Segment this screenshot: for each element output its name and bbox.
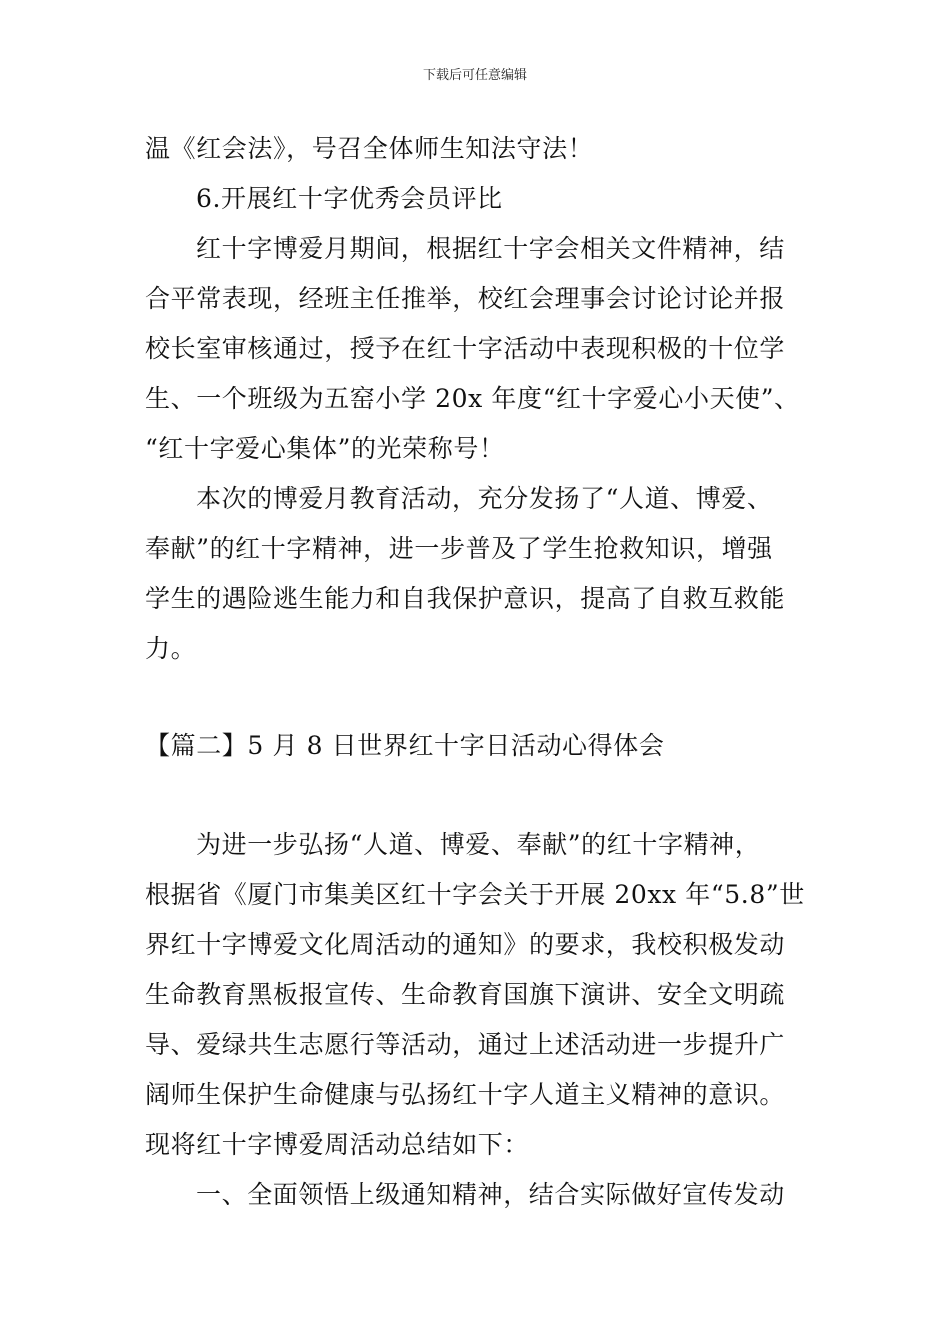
- body-line: 温《红会法》，号召全体师生知法守法！: [145, 134, 594, 163]
- section-line: 界红十字博爱文化周活动的通知》的要求，我校积极发动: [145, 930, 786, 959]
- section-line: 阔师生保护生命健康与弘扬红十字人道主义精神的意识。: [145, 1080, 786, 1109]
- body-line: 红十字博爱月期间，根据红十字会相关文件精神，结: [196, 234, 785, 263]
- page-header: 下载后可任意编辑: [422, 68, 527, 83]
- body-line: 合平常表现，经班主任推举，校红会理事会讨论讨论并报: [145, 284, 786, 313]
- section-line: 根据省《厦门市集美区红十字会关于开展 20xx 年“5.8”世: [145, 880, 805, 909]
- body-line: 6.开展红十字优秀会员评比: [196, 184, 503, 213]
- section-title: 【篇二】5 月 8 日世界红十字日活动心得体会: [145, 731, 665, 760]
- body-line: 生、一个班级为五窑小学 20x 年度“红十字爱心小天使”、: [145, 384, 800, 413]
- section-line: 为进一步弘扬“人道、博爱、奉献”的红十字精神，: [196, 830, 761, 859]
- body-line: “红十字爱心集体”的光荣称号！: [145, 434, 505, 463]
- section-line: 现将红十字博爱周活动总结如下：: [145, 1130, 530, 1159]
- body-line: 力。: [145, 634, 197, 663]
- body-line: 校长室审核通过，授予在红十字活动中表现积极的十位学: [145, 334, 786, 363]
- section-line: 导、爱绿共生志愿行等活动，通过上述活动进一步提升广: [145, 1030, 786, 1059]
- body-line: 本次的博爱月教育活动，充分发扬了“人道、博爱、: [196, 484, 773, 513]
- section-line: 一、全面领悟上级通知精神，结合实际做好宣传发动: [196, 1180, 785, 1209]
- body-line: 学生的遇险逃生能力和自我保护意识，提高了自救互救能: [145, 584, 786, 613]
- body-line: 奉献”的红十字精神，进一步普及了学生抢救知识，增强: [145, 534, 773, 563]
- section-line: 生命教育黑板报宣传、生命教育国旗下演讲、安全文明疏: [145, 980, 786, 1009]
